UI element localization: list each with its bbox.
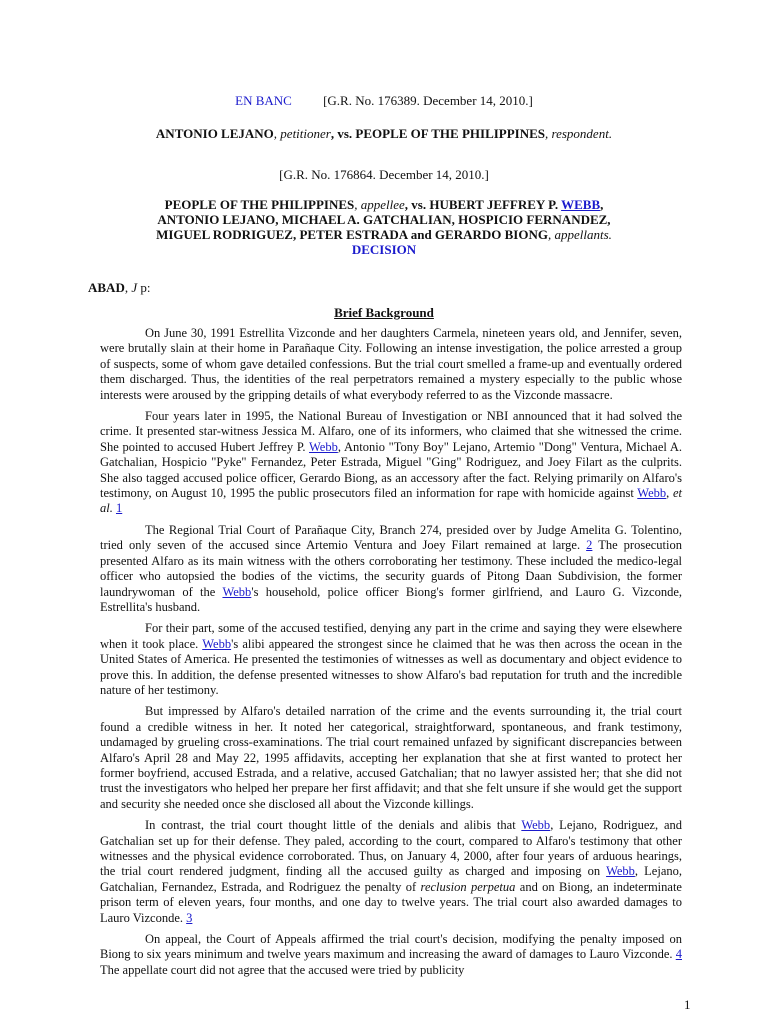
paragraph-6 xyxy=(100,818,682,926)
p2-text-a: Four years later in 1995, the National Bureau of Investigation or NBI announced that it had solved the crime. It presented star-witness Jessica M. Alfaro, one of its informers, who claimed that she witnessed the crime. She pointed to accused Hubert Jeffrey P. xyxy=(100,409,682,454)
p6-reclusion-perpetua: reclusion perpetua xyxy=(420,879,516,894)
footnote-2-link[interactable]: 2 xyxy=(586,538,593,553)
webb-link[interactable]: Webb xyxy=(521,818,551,833)
petitioner-name: ANTONIO LEJANO xyxy=(155,126,274,141)
author-sep: , xyxy=(124,280,132,295)
p3-text-a: The Regional Trial Court of Parañaque City, Branch 274, presided over by Judge Amelita G. Tolentino, tried only seven of the accused since Artemio Ventura and Joey Filart remained at large. xyxy=(100,522,682,553)
decision-heading: DECISION xyxy=(351,242,417,257)
respondent-role: , respondent. xyxy=(545,126,613,141)
webb-link[interactable]: WEBB xyxy=(561,197,601,212)
footnote-4-link[interactable]: 4 xyxy=(675,947,682,962)
header-court-line xyxy=(0,93,768,109)
p6-text-b: , Lejano, Rodriguez, and Gatchalian set up for their defense. They paled, according to the court, compared to Alfaro's testimony that other witnesses and the physical evidence corroborated. Thus, on January 4, 2000, after four years of arduous hearings, the trial court rendered judgment, finding all the accused guilty as charged and imposing on xyxy=(100,818,682,879)
webb-link[interactable]: Webb xyxy=(309,439,338,454)
footnote-3-link[interactable]: 3 xyxy=(186,910,193,925)
p3-text-b: The prosecution presented Alfaro as its main witness with the others corroborating her testimony. These included the medico-legal officer who autopsied the bodies of the victims, the security guards of Pitong Daan Subdivision, the former laundrywoman of the xyxy=(100,538,682,599)
webb-link[interactable]: Webb xyxy=(222,584,252,599)
paragraph-1: On June 30, 1991 Estrellita Vizconde and her daughters Carmela, nineteen years old, and Jennifer, seven, were brutally slain at their home in Parañaque City. Following an intense investigation, the police arrested a group of suspects, some of whom gave detailed confessions. But the trial court smelled a frame-up and eventually ordered them discharged. Thus, the identities of the real perpetrators remained a mystery especially to the public whose interests were aroused by the gripping details of what everybody referred to as the Vizconde massacre. xyxy=(100,326,682,402)
p7-text-b: The appellate court did not agree that the accused were tried by publicity xyxy=(100,962,465,977)
decision-body xyxy=(100,326,682,984)
appellants-line-2: ANTONIO LEJANO, MICHAEL A. GATCHALIAN, HOSPICIO FERNANDEZ, xyxy=(157,212,611,227)
author-suffix: p: xyxy=(137,280,151,295)
p2-text-c: , xyxy=(666,486,673,501)
p4-text-a: For their part, some of the accused testified, denying any part in the crime and saying they were elsewhere when it took place. xyxy=(100,621,682,651)
p6-text-c: , Lejano, Gatchalian, Fernandez, Estrada, and Rodriguez the penalty of xyxy=(100,864,682,894)
paragraph-3 xyxy=(100,523,682,615)
paragraph-2 xyxy=(100,409,682,517)
case-caption-1 xyxy=(0,126,768,142)
author-name: ABAD xyxy=(88,280,125,295)
appellants-line-3: MIGUEL RODRIGUEZ, PETER ESTRADA and GERARDO BIONG xyxy=(156,227,548,242)
appellants-role: , appellants. xyxy=(547,227,612,242)
versus: , vs. xyxy=(330,126,353,141)
docket-number-2: [G.R. No. 176864. December 14, 2010.] xyxy=(279,167,489,182)
caption-versus: , vs. HUBERT JEFFREY P. xyxy=(404,197,562,212)
caption-comma: , xyxy=(600,197,604,212)
appellee-name: PEOPLE OF THE PHILIPPINES xyxy=(164,197,355,212)
p6-text-d: and on Biong, an indeterminate prison term of eleven years, four months, and one day to twelve years. The trial court also awarded damages to Lauro Vizconde. xyxy=(100,879,682,925)
appellee-role: , appellee xyxy=(354,197,405,212)
p7-text-a: On appeal, the Court of Appeals affirmed the trial court's decision, modifying the penalty imposed on Biong to six years minimum and twelve years maximum and increasing the award of damages to Lauro Vizconde. xyxy=(100,932,682,962)
footnote-1-link[interactable]: 1 xyxy=(115,501,123,516)
author-title: J xyxy=(131,280,138,295)
webb-link[interactable]: Webb xyxy=(637,486,667,501)
ponente xyxy=(88,280,151,296)
petitioner-role: , petitioner xyxy=(273,126,331,141)
webb-link[interactable]: Webb xyxy=(202,636,232,651)
paragraph-5: But impressed by Alfaro's detailed narration of the crime and the events surrounding it, the trial court found a credible witness in her. It noted her categorical, straightforward, spontaneous, and frank testimony, undamaged by grueling cross-examinations. The trial court remained unfazed by significant discrepancies between Alfaro's April 28 and May 22, 1995 affidavits, accepting her explanation that she at first wanted to protect her former boyfriend, accused Estrada, and a relative, accused Gatchalian; that no lawyer assisted her; that she did not trust the investigators who helped her prepare her first affidavit; and that she felt unsure if she would get the support and security she needed once she disclosed all about the Vizconde killings. xyxy=(100,704,682,811)
case-caption-2 xyxy=(0,197,768,257)
p2-et-al: et al. xyxy=(100,486,682,516)
en-banc-link[interactable]: EN BANC xyxy=(235,93,292,108)
respondent-name: PEOPLE OF THE PHILIPPINES xyxy=(355,126,546,141)
docket-number-1: [G.R. No. 176389. December 14, 2010.] xyxy=(323,93,533,108)
p3-text-c: 's household, police officer Biong's former girlfriend, and Lauro G. Vizconde, Estrellita's husband. xyxy=(100,584,682,614)
p6-text-a: In contrast, the trial court thought little of the denials and alibis that xyxy=(145,818,522,833)
page-number: 1 xyxy=(684,997,691,1012)
webb-link[interactable]: Webb xyxy=(606,864,635,879)
p2-text-b: , Antonio "Tony Boy" Lejano, Artemio "Dong" Ventura, Michael A. Gatchalian, Hospicio "Pyke" Fernandez, Peter Estrada, Miguel "Ging" Rodriguez, and Joey Filart as the culprits. She also tagged accused police officer, Gerardo Biong, as an accessory after the fact. Relying primarily on Alfaro's testimony, on August 10, 1995 the public prosecutors filed an information for rape with homicide against xyxy=(100,439,682,501)
paragraph-7 xyxy=(100,932,682,978)
paragraph-4 xyxy=(100,621,682,698)
section-title: Brief Background xyxy=(334,305,434,320)
p4-text-b: 's alibi appeared the strongest since he claimed that he was then across the ocean in the United States of America. He presented the testimonies of witnesses as well as documentary and object evidence to prove this. In addition, the defense presented witnesses to show Alfaro's bad reputation for truth and the incredible nature of her testimony. xyxy=(100,636,682,697)
